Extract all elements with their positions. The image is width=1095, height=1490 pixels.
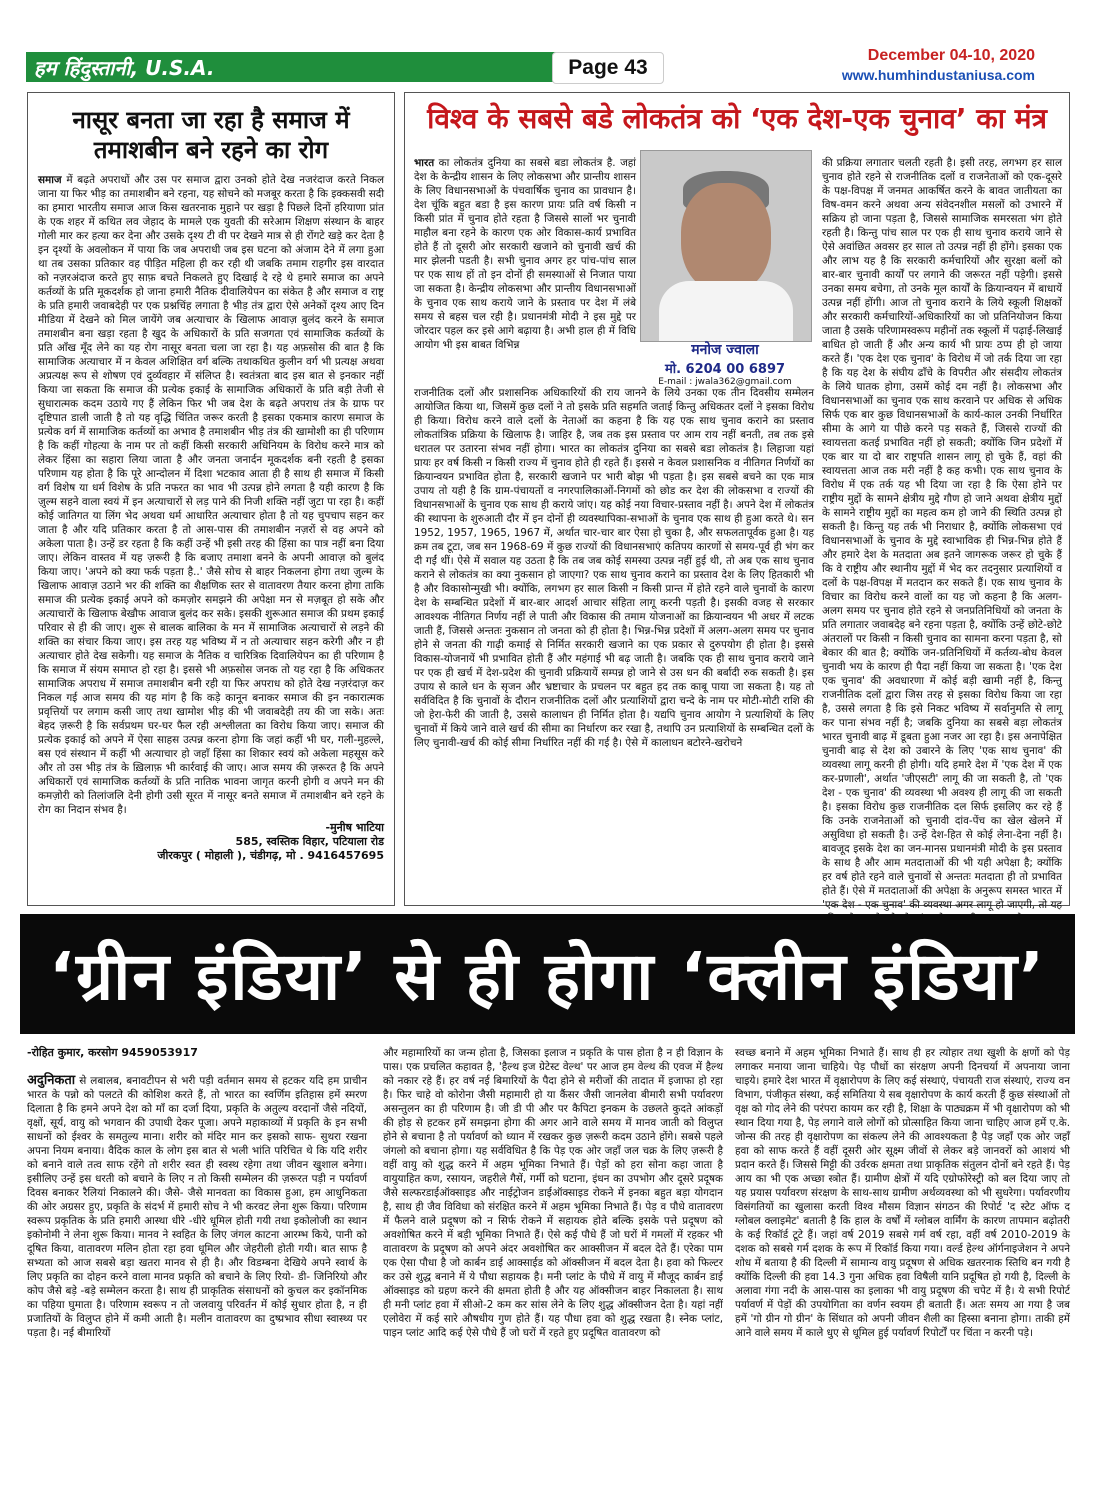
author-caption [640,340,810,387]
left-article [27,92,395,906]
right-article-col2: की प्रक्रिया लगातार चलती रहती है। इसी तरह, लगभग हर साल चुनाव होते रहने से राजनीतिक दलों व राजनेताओं को एक-दूसरे के पक्ष-विपक्ष में जनमत आकर्षित करने के बावत जातीयता का विष-वमन करने अथवा अन्य संवेदनशील मसलों को उभारने में सक्रिय हो जाना पड़ता है, जिससे सामाजिक समरसता भंग होते रहती है। किन्तु पांच साल पर एक ही साथ चुनाव कराये जाने से ऐसे अवांछित अवसर हर साल तो उत्पन्न नहीं ही होंगे। इसका एक और लाभ यह है कि सरकारी कर्मचारियों और सुरक्षा बलों को बार-बार चुनावी कार्यों पर लगाने की जरूरत नहीं पड़ेगी। इससे उनका समय बचेगा, तो उनके मूल कार्यों के क्रियान्वयन में बाधायें उत्पन्न नहीं होंगी। आज तो चुनाव कराने के लिये स्कूली शिक्षकों और सरकारी कर्मचारियों-अधिकारियों का जो प्रतिनियोजन किया जाता है उसके परिणामस्वरूप महीनों तक स्कूलों में पढ़ाई-लिखाई बाधित हो जाती हैं और अन्य कार्य भी प्रायः ठप्प ही हो जाया करते हैं। 'एक देश एक चुनाव' के विरोध में जो तर्क दिया जा रहा है कि यह देश के संघीय ढाँचे के विपरीत और संसदीय लोकतंत्र के लिये घातक होगा, उसमें कोई दम नहीं है। लोकसभा और विधानसभाओं का चुनाव एक साथ करवाने पर अधिक से अधिक सिर्फ एक बार कुछ विधानसभाओं के कार्य-काल उनकी निर्धारित सीमा के आगे या पीछे करने पड़ सकते हैं, जिससे राज्यों की स्वायत्तता कतई प्रभावित नहीं हो सकती; क्योंकि जिन प्रदेशों में एक बार या दो बार राष्ट्रपति शासन लागू हो चुके हैं, वहां की स्वायत्तता आज तक मरी नहीं है कह कभी। एक साथ चुनाव के विरोध में एक तर्क यह भी दिया जा रहा है कि ऐसा होने पर राष्ट्रीय मुद्दों के सामने क्षेत्रीय मुद्दे गौण हो जाने अथवा क्षेत्रीय मुद्दों के सामने राष्ट्रीय मुद्दों का महत्व कम हो जाने की स्थिति उत्पन्न हो सकती है। किन्तु यह तर्क भी निराधार है, क्योंकि लोकसभा एवं विधानसभाओं के चुनाव के मुद्दे स्वाभाविक ही भिन्न-भिन्न होते हैं और हमारे देश के मतदाता अब इतने जागरूक जरूर हो चुके हैं कि वे राष्ट्रीय और स्थानीय मुद्दों में भेद कर तदनुसार प्रत्याशियों व दलों के पक्ष-विपक्ष में मतदान कर सकते हैं। एक साथ चुनाव के विचार का विरोध करने वालों का यह जो कहना है कि अलग-अलग समय पर चुनाव होते रहने से जनप्रतिनिधियों को जनता के प्रति लगातार जवाबदेह बने रहना पड़ता है, क्योंकि उन्हें छोटे-छोटे अंतरालों पर किसी न किसी चुनाव का सामना करना पड़ता है, सो बेकार की बात है; क्योंकि जन-प्रतिनिधियों में कर्तव्य-बोध केवल चुनावी भय के कारण ही पैदा नहीं किया जा सकता है। 'एक देश एक चुनाव' की अवधारणा में कोई बड़ी खामी नहीं है, किन्तु राजनीतिक दलों द्वारा जिस तरह से इसका विरोध किया जा रहा है, उससे लगता है कि इसे निकट भविष्य में सर्वानुमति से लागू कर पाना संभव नहीं है; जबकि दुनिया का सबसे बड़ा लोकतंत्र भारत चुनावी बाढ़ में डूबता हुआ नजर आ रहा है। इस अनापेक्षित चुनावी बाढ़ से देश को उबारने के लिए 'एक साथ चुनाव' की व्यवस्था लागू करनी ही होगी। यदि हमारे देश में 'एक देश में एक कर-प्रणाली', अर्थात 'जीएसटी' लागू की जा सकती है, तो 'एक देश - एक चुनाव' की व्यवस्था भी अवश्य ही लागू की जा सकती है। इसका विरोध कुछ राजनीतिक दल सिर्फ इसलिए कर रहे हैं कि उनके राजनेताओं को चुनावी दांव-पेंच का खेल खेलने में असुविधा हो सकती है। उन्हें देश-हित से कोई लेना-देना नहीं है। बावजूद इसके देश का जन-मानस प्रधानमंत्री मोदी के इस प्रस्ताव के साथ है और आम मतदाताओं की भी यही अपेक्षा है; क्योंकि हर वर्ष होते रहने वाले चुनावों से अन्ततः मतदाता ही तो प्रभावित होते हैं। ऐसे में मतदाताओं की अपेक्षा के अनुरूप समस्त भारत में 'एक देश - एक चुनाव' की व्यवस्था अगर लागू हो जाएगी, तो यह [822,157,1062,911]
right-article-title: विश्व के सबसे बडे लोकतंत्र को ‘एक देश-एक चुनाव’ का मंत्र [427,102,1047,135]
left-article-address1: 585, स्वस्तिक विहार, पटियाला रोड [235,835,384,848]
right-article-col1-text: का लोकतंत्र दुनिया का सबसे बडा लोकतंत्र है. जहां देश के केन्द्रीय शासन के लिए लोकसभा और प्रान्तीय शासन के लिए विधानसभाओं के पंचवार्षिक चुनाव का प्रावधान है। देश चूंकि बहुत बडा है इस कारण प्रायः प्रति वर्ष किसी न किसी प्रांत में चुनाव होते रहता है जिससे सालों भर चुनावी माहौल बना रहने के कारण एक ओर विकास-कार्य प्रभावित होते हैं तो दूसरी ओर सरकारी खजाने को चुनावी खर्च की मार झेलनी पडती है। सभी चुनाव अगर हर पांच-पांच साल पर एक साथ हों तो इन दोनों ही समस्याओं से निजात पाया जा सकता है। केन्द्रीय लोकसभा और प्रान्तीय विधानसभाओं के चुनाव एक साथ कराये जाने के प्रस्ताव पर देश में लंबे समय से बहस चल रही है। प्रधानमंत्री मोदी ने इस मुद्दे पर जोरदार पहल कर इसे आगे बढ़ाया है। अभी हाल ही में विधि आयोग भी इस बाबत विभिन्न [414,157,636,351]
right-article-lead: भारत [414,157,435,169]
bottom-article-lead: अदुनिकता [27,1073,76,1088]
bottom-article-col3: स्वच्छ बनाने में अहम भूमिका निभाते हैं। साथ ही हर त्योहार तथा खुशी के क्षणों को पेड़ लगाकर मनाया जाना चाहिये। पेड़ पौधों का संरक्षण अपनी दिनचर्या में अपनाया जाना चाइये। हमारे देश भारत में वृक्षारोपण के लिए कई संस्थाएं, पंचायती राज संस्थाएं, राज्य वन विभाग, पंजीकृत संस्था, कई समितिया ये सब वृक्षारोपण के कार्य करती हैं कुछ संस्थाओं तो वृक्ष को गोद लेने की परंपरा कायम कर रही है, शिक्षा के पाठ्यक्रम में भी वृक्षारोपण को भी स्थान दिया गया है, पेड़ लगाने वाले लोगों को प्रोत्साहित किया जाना चाहिए आज हमें ए.के. जोन्स की तरह ही वृक्षारोपण का संकल्प लेने की आवश्यकता है पेड़ जहाँ एक ओर जहाँ हवा को साफ करते हैं वहीं दूसरी ओर सूक्ष्म जीवों से लेकर बड़े जानवरों को आशयं भी प्रदान करते हैं। जिससे मिट्टी की उर्वरक क्षमता तथा प्राकृतिक संतुलन दोनों बने रहते हैं। पेड़ आय का भी एक अच्छा स्त्रोत हैं। ग्रामीण क्षेत्रों में यदि एग्रोफोरेस्ट्री को बल दिया जाए तो यह प्रयास पर्यावरण संरक्षण के साथ-साथ ग्रामीण अर्थव्यवस्था को भी सुधरेगा। पर्यावरणीय विसंगतियों का खुलासा करती विश्व मौसम विज्ञान संगठन की रिपोर्ट 'द स्टेट ऑफ द ग्लोबल क्लाइमेट' बताती है कि हाल के वर्षों में ग्लोबल वार्मिंग के कारण तापमान बढ़ोतरी के कई रिकॉर्ड टूटे हैं। जहां वर्ष 2019 सबसे गर्म वर्ष रहा, वहीं वर्ष 2010-2019 के दशक को सबसे गर्म दशक के रूप में रिकॉर्ड किया गया। वर्ल्ड हेल्थ ऑर्गनाइजेशन ने अपने शोध में बताया है की दिल्ली में सामान्य वायु प्रदूषण से अधिक खतरनाक स्तिथि बन गयी है क्योंकि दिल्ली की हवा 14.3 गुना अधिक हवा विषैली यानि प्रदूषित हो गयी है, दिल्ली के अलावा गंगा नदी के आस-पास का इलाका भी वायु प्रदूषण की चपेट में है। ये सभी रिपोर्ट पर्यावर्ण में पेड़ों की उपयोगिता का वर्णन स्वयम ही बताती हैं। अतः समय आ गया है जब हमें 'गो ग्रीन गो ग्रीन' के सिंधात को अपनी जीवन शैली का हिस्सा बनाना होगा। ताकी हमें आने वाले समय में काले धुए से धूमिल हुई पर्यावर्ण रिपोर्टों पर चिंता न करनी पड़े। [735,1047,1070,1339]
left-article-title: नासूर बनता जा रहा है समाज में तमाशबीन बने रहने का रोग [72,106,350,164]
right-article-col1-cont: राजनीतिक दलों और प्रशासनिक अधिकारियों की राय जानने के लिये उनका एक तीन दिवसीय सम्मेलन आयोजित किया था, जिसमें कुछ दलों ने तो इसके प्रति सहमति जताई किन्तु अधिकतर दलों ने इसका विरोध ही किया। विरोध करने वाले दलों के नेताओं का कहना है कि यह एक साथ चुनाव कराने का प्रस्ताव लोकतांत्रिक प्रक्रिया के खिलाफ है। जाहिर है, जब तक इस प्रस्ताव पर आम राय नहीं बनती, तब तक इसे धरातल पर उतारना संभव नहीं होगा। भारत का लोकतंत्र दुनिया का सबसे बडा लोकतंत्र है। लिहाजा यहां प्रायः हर वर्ष किसी न किसी राज्य में चुनाव होते ही रहते हैं। इससे न केवल प्रशासनिक व नीतिगत निर्णयों का क्रियान्वयन प्रभावित होता है, सरकारी खजाने पर भारी बोझ भी पड़ता है। इस सबसे बचने का एक मात्र उपाय तो यही है कि ग्राम-पंचायतों व नगरपालिकाओं-निगमों को छोड कर देश की लोकसभा व राज्यों की विधानसभाओं के चुनाव एक साथ ही कराये जांए। यह कोई नया विचार-प्रस्ताव नहीं है। अपने देश में लोकतंत्र की स्थापना के शुरुआती दौर में इन दोनों ही व्यवस्थापिका-सभाओं के चुनाव एक साथ ही हुआ करते थे। सन 1952, 1957, 1965, 1967 में, अर्थात चार-चार बार ऐसा हो चुका है, और सफलतापूर्वक हुआ है। यह क्रम तब टूटा, जब सन 1968-69 में कुछ राज्यों की विधानसभाएं कतिपय कारणों से समय-पूर्व ही भंग कर दी गईं थीं। ऐसे में सवाल यह उठता है कि तब जब कोई समस्या उत्पन्न नहीं हुई थी, तो अब एक साथ चुनाव कराने से लोकतंत्र का क्या नुकसान हो जाएगा? एक साथ चुनाव कराने का प्रस्ताव देश के लिए हितकारी भी है और विकासोन्मुखी भी। क्योंकि, लगभग हर साल किसी न किसी प्रान्त में होते रहने वाले चुनावों के कारण देश के सम्बन्धित प्रदेशों में बार-बार आदर्श आचार संहिता लागू करनी पड़ती है। इसकी वजह से सरकार आवश्यक नीतिगत निर्णय नहीं ले पाती और विकास की तमाम योजनाओं का क्रियान्वयन भी अधर में लटक जाती हैं, जिससे अन्ततः नुकसान तो जनता को ही होता है। भिन्न-भिन्न प्रदेशों में अलग-अलग समय पर चुनाव होने से जनता की गाढ़ी कमाई से निर्मित सरकारी खजाने का एक प्रकार से दुरुपयोग ही होता है। इससे विकास-योजनायें भी प्रभावित होती हैं और महंगाई भी बढ़ जाती है। जबकि एक ही साथ चुनाव कराये जाने पर एक ही खर्च में देश-प्रदेश की चुनावी प्रक्रियायें सम्पन्न हो जाने से उस धन की बर्बादी रुक सकती है। इस उपाय से काले धन के सृजन और भ्रष्टाचार के प्रचलन पर बहुत हद तक काबू पाया जा सकता है। यह तो सर्वविदित है कि चुनावों के दौरान राजनीतिक दलों और प्रत्याशियों द्वारा चन्दे के नाम पर मोटी-मोटी राशि की जो हेरा-फेरी की जाती है, उससे कालाधन ही निर्मित होता है। यद्यपि चुनाव आयोग ने प्रत्याशियों के लिए चुनावों में किये जाने वाले खर्च की सीमा का निर्धारण कर रखा है, तथापि उन प्रत्याशियों के सम्बन्धित दलों के लिए चुनावी-खर्च की कोई सीमा निर्धारित नहीं की गई है। ऐसे में कालाधन बटोरने-खरोचने [414,387,814,749]
bottom-article-title: ‘ग्रीन इंडिया’ से ही होगा ‘क्लीन इंडिया’ [20,914,1075,1034]
author-email: E-mail : jwala362@gmail.com [658,377,792,387]
masthead [26,52,606,82]
author-mobile: मो. 6204 00 6897 [664,362,786,377]
issue-date: December 04-10, 2020 [867,47,1035,64]
bottom-article-author: -रोहित कुमार, करसोग 9459053917 [27,1046,198,1059]
website-link[interactable]: www.humhindustaniusa.com [841,67,1035,83]
page-number: Page 43 [552,52,664,84]
left-article-author: -मुनीष भाटिया [325,821,384,834]
paper-name: हम हिंदुस्तानी, U.S.A. [34,56,215,80]
left-article-text: में बढ़ते अपराधों और उस पर समाज द्वारा उनको होते देख नजरंदाज करते निकल जाना या फिर भीड़ का तमाशबीन बने रहना, यह सोचने को मजबूर करता है कि इक्कसवी सदी का हमारा भारतीय समाज आज किस खतरनाक मुहाने पर खड़ा है पिछले दिनों हरियाणा प्रांत के एक शहर में कथित लव जेहाद के मामले एक युवती की सरेआम शिक्षण संस्थान के बाहर गोली मार कर हत्या कर देना और उसके दृश्य टी वी पर देखने मात्र से ही रोंगटे खड़े कर देता है इन दृश्यों के अवलोकन में पाया कि जब अपराधी जब इस घटना को अंजाम देने में लगा हुआ था तब उसका प्रतिकार वह पीड़ित महिला ही कर रही थी जबकि तमाम राहगीर इस वारदात को नज़रअंदाज करते हुए साफ़ बचते निकलते हुए दिखाई दे रहे थे हमारे समाज का अपने कर्तव्यों के प्रति मूकदर्शक हो जाना हमारी नैतिक दीवालियेपन का संकेत है और समाज व राष्ट्र के प्रति हमारी जवाबदेही पर एक प्रश्नचिंह लगाता है भीड़ तंत्र द्वारा ऐसे अनेकों दृश्य आए दिन मीडिया में देखने को मिल जायेंगे जब अत्याचार के खिलाफ आवाज़ बुलंद करने के समाज तमाशबीन बना खड़ा रहता है खुद के अधिकारों के प्रति सजगता एवं सामाजिक कर्तव्यों के प्रति आँख मूँद लेने का यह रोग नासूर बनता चला जा रहा है। यह अफ़सोस की बात है कि सामाजिक अत्याचार में न केवल अशिक्षित वर्ग बल्कि तथाकथित कुलीन वर्ग भी प्रत्यक्ष अथवा अप्रत्यक्ष रूप से शोषण एवं दुर्व्यवहार में संलिप्त है। स्वतंत्रता बाद इस बात से इनकार नहीं किया जा सकता कि समाज की प्रत्येक इकाई के सामाजिक अधिकारों के प्रति बड़ी तेजी से सुधारात्मक कदम उठाये गए हैं लेकिन फिर भी जब देश के बढ़ते अपराध तंत्र के ग्राफ पर दृष्टिपात डाली जाती है तो यह वृद्धि चिंतित जरूर करती है इसका एकमात्र कारण समाज के प्रत्येक वर्ग में सामाजिक कर्तव्यों का अभाव है तमाशबीन भीड़ तंत्र की खामोशी का ही परिणाम है कि कहीं गोहत्या के नाम पर तो कहीं किसी सरकारी अधिनियम के विरोध करने मात्र को लेकर हिंसा का सहारा लिया जाता है और जनता जनार्दन मूकदर्शक बनी रहती है इसका परिणाम यह होता है कि पूरे आन्दोलन में दिशा भटकाव आता ही है साथ ही समाज में किसी वर्ग विशेष या धर्म विशेष के प्रति नफरत का भाव भी उत्पन्न होने लगता है यही कारण है कि ज़ुल्म सहने वाला स्वयं में इन अत्याचारों से लड़ पाने की निजी शक्ति नहीं जुटा पा रहा है। कहीं कोई जातिगत या लिंग भेद अथवा धर्म आधारित अत्याचार होता है तो यह चुपचाप सहन कर जाता है और यदि प्रतिकार करता है तो आस-पास की तमाशबीन नज़रों से वह अपने को अकेला पाता है। उन्हें डर रहता है कि कहीं उन्हें भी इसी तरह की हिंसा का पात्र नहीं बना दिया जाए। लेकिन वास्तव में यह ज़रूरी है कि बजाए तमाशा बनने के अपनी आवाज़ को बुलंद किया जाए। 'अपने को क्या फर्क पड़ता है..' जैसे सोच से बाहर निकलना होगा तथा ज़ुल्म के खिलाफ आवाज़ उठाने भर की शक्ति का शैक्षणिक स्तर से वातावरण तैयार करना होगा ताकि समाज की प्रत्येक इकाई अपने को कमज़ोर समझने की अपेक्षा मन से मज़बूत हो सके और अत्याचारों के खिलाफ बेखौफ आवाज बुलंद कर सके। इसकी शुरूआत समाज की प्रथम इकाई परिवार से ही की जाए। शुरू से बालक बालिका के मन में सामाजिक अत्याचारों से लड़ने की शक्ति का संचार किया जाए। इस तरह यह भविष्य में न तो अत्याचार सहन करेगी और न ही अत्याचार होते देख सकेगी। यह समाज के नैतिक व चारित्रिक दिवालियेपन का ही परिणाम है कि समाज में संयम समाप्त हो रहा है। इससे भी अफ़सोस जनक तो यह रहा है कि अधिकतर सामाजिक अपराध में समाज तमाशबीन बनी रही या फिर अपराध को होते देख नज़रंदाज़ कर निकल गई आज समय की यह मांग है कि कड़े कानून बनाकर समाज की इन नकारात्मक प्रवृत्तियों पर लगाम कसी जाए तथा खामोश भीड़ की भी जवाबदेही तय की जा सके। अतः बेहद ज़रूरी है कि सर्वप्रथम घर-घर फैल रही अश्लीलता का विरोध किया जाए। समाज की प्रत्येक इकाई को अपने में ऐसा साहस उत्पन्न करना होगा कि जहां कहीं भी घर, गली-मुहल्ले, बस एवं संस्थान में कहीं भी अत्याचार हो जहाँ हिंसा का शिकार स्वयं को अकेला महसूस करे और तो उस भीड़ तंत्र के ख़िलाफ़ भी कार्रवाई की जाए। आज समय की ज़रूरत है कि अपने अधिकारों एवं सामाजिक कर्तव्यों के प्रति नातिक भावना जागृत करनी होगी व अपने मन की कमज़ोरी को तिलांजलि देनी होगी उसी सूरत में नासूर बनते समाज में तमाशबीन बने रहने के रोग का निदान संभव है। [38,174,385,816]
bottom-article-col1-text: से लबालब, बनावटीपन से भरी पड़ी वर्तमान समय से हटकर यदि हम प्राचीन भारत के पन्नो को पलटते की कोशिश करते हैं, तो भारत का स्वर्णिम इतिहास हमें स्मरण दिलाता है कि हमने अपने देश को माँ का दर्जा दिया, प्रकृति के अतुल्य वरदानों जैसे नदियों, वृक्षों, सूर्य, वायु को भगवान की उपाधी देकर पूजा। अपने महाकाव्यों में प्रकृति के इन सभी साधनों को ईश्वर के समतुल्य माना। शरीर को मंदिर मान कर इसको साफ- सुथरा रखना अपना नियम बनाया। वैदिक काल के लोग इस बात से भली भांति परिचित थे कि यदि शरीर को बनाने वाले तत्व साफ रहेंगे तो शरीर स्वत ही स्वस्थ रहेगा तथा जीवन खुशाल बनेगा। इसीलिए उन्हें इस धरती को बचाने के लिए न तो किसी सम्मेलन की ज़रूरत पड़ी न पर्यावर्ण दिवस बनाकर रैलियां निकालने की। जैसे- जैसे मानवता का विकास हुआ, हम आधुनिकता की ओर अग्रसर हुए, प्रकृति के संदर्भ में हमारी सोच ने भी करवट लेना शुरू किया। परिणाम स्वरूप प्रकृतिक के प्रति हमारी आस्था धीरे -धीरे धूमिल होती गयी तथा इकोलोजी का स्थान इकोनोमी ने लेना शुरू किया। मानव ने स्वहित के लिए जंगल काटना आरम्भ किये, पानी को दूषित किया, वातावरण मलिन होता रहा हवा धूमिल और जेहरीली होती गयी। बात साफ है सभ्यता को आज सबसे बड़ा खतरा मानव से ही है। और विडम्बना देखिये अपने स्वार्थ के लिए प्रकृति का दोहन करने वाला मानव प्रकृति को बचाने के लिए रियो- डी- जिनिरियो और कोप जैसे बड़े -बड़े सम्मेलन करता है। साथ ही प्राकृतिक संसाधनों को कुचल कर इकॉनमिक का पहिया घुमाता है। परिणाम स्वरूप न तो जलवायु परिवर्तन में कोई सुधार होता है, न ही प्रजातियों के विलुप्त होने में कमी आती है। मलीन वातावरण का दुष्प्रभाव सीधा स्वास्थ्य पर पड़ता है। नई बीमारियों [27,1075,367,1339]
bottom-article-col2: और महामारियों का जन्म होता है, जिसका इलाज न प्रकृति के पास होता है न ही विज्ञान के पास। एक प्रचलित कहावत है, 'हैल्थ इज ग्रेटेस्ट वेल्थ' पर आज हम वेल्थ की एवज में हैल्थ को नकार रहे हैं। हर वर्ष नई बिमारियों के पैदा होने से मरीजों की तादात में इजाफा हो रहा है। फिर चाहे वो कोरोना जैसी महामारी हो या कैंसर जैसी जानलेवा बीमारी सभी पर्यावरण असन्तुलन का ही परिणाम है। जी डी पी और पर कैपिटा इनकम के उछलते कुदते आंकड़ों की होड़ से हटकर हमें समझना होगा की अगर आने वाले समय में मानव जाती को विलुप्त होने से बचाना है तो पर्यावर्ण को ध्यान में रखकर कुछ ज़रूरी कदम उठाने होंगे। सबसे पहले जंगलो को बचाना होगा। यह सर्वविधित है कि पेड़ एक ओर जहाँ जल चक्र के लिए ज़रूरी है वहीं वायु को शुद्ध करने में अहम भूमिका निभाते हैं। पेड़ों को हरा सोना कहा जाता है वायुयाहित कण, रसायन, जहरीले गैसें, गर्मी को घटाना, इंधन का उपभोग और दूसरे प्रदूषक जैसे सल्फरडाईऑक्साइड और नाईट्रोजन डाईऑक्साइड रोकने में इनका बहुत बड़ा योगदान है, साथ ही जैव विविधा को संरक्षित करने में अहम भूमिका निभाते हैं। पेड़ व पौधे वातावरण में फैलने वाले प्रदूषण को न सिर्फ रोकने में सहायक होते बल्कि इसके पत्ते प्रदूषण को अवशोषित करने में बड़ी भूमिका निभाते हैं। ऐसे कई पौधे हैं जो घरों में गमलों में रहकर भी वातावरण के प्रदूषण को अपने अंदर अवशोषित कर आक्सीजन में बदल देते हैं। एरेका पाम एक ऐसा पौधा है जो कार्बन डाई आक्साईड को ऑक्सीजन में बदल देता है। हवा को फिल्टर कर उसे शुद्ध बनाने में ये पौधा सहायक है। मनी प्लांट के पौधे में वायु में मौजूद कार्बन डाई ऑक्साइड को ग्रहण करने की क्षमता होती है और यह ऑक्सीजन बाहर निकालता है। साथ ही मनी प्लांट हवा में सीओ-2 कम कर सांस लेने के लिए शुद्ध ऑक्सीजन देता है। यहां नहीं एलोवेरा में कई सारे औषधीय गुण होते हैं। यह पौधा हवा को शुद्ध रखता है। स्नेक प्लांट, पाइन प्लांट आदि कई ऐसे पौधे हैं जो घरों में रहते हुए प्रदूषित वातावरण को [383,1047,723,1339]
left-article-body [38,173,384,817]
author-photo [640,150,812,342]
bottom-article-col1 [27,1046,367,1476]
author-name: मनोज ज्वाला [691,342,759,358]
right-article-col1 [414,156,636,352]
left-article-address2: जीरकपुर ( मोहाली ), चंडीगढ़, मो . 9416457695 [157,849,384,862]
left-article-lead: समाज [38,174,62,186]
